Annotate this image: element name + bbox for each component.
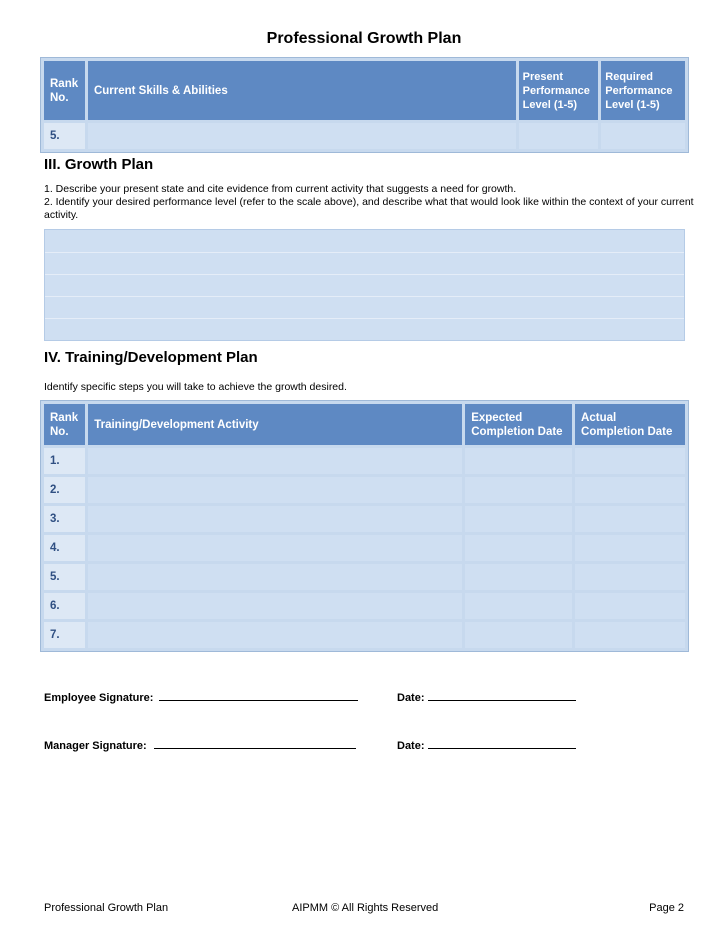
manager-signature-field[interactable] [154, 738, 356, 749]
expected-date-input-cell[interactable] [465, 506, 572, 532]
expected-date-input-cell[interactable] [465, 622, 572, 648]
manager-signature-row [44, 738, 356, 752]
response-line [45, 274, 684, 275]
activity-input-cell[interactable] [88, 506, 462, 532]
header-expected-completion: Expected Completion Date [465, 404, 572, 445]
training-table [41, 401, 688, 651]
employee-signature-row [44, 690, 358, 704]
expected-date-input-cell[interactable] [465, 535, 572, 561]
employee-date-field[interactable] [428, 690, 576, 701]
table-row [44, 564, 685, 590]
skills-table [41, 58, 688, 152]
table-row [44, 123, 685, 149]
footer-page-number: Page 2 [649, 902, 684, 914]
manager-date-row [397, 738, 576, 752]
header-rank-no: Rank No. [44, 404, 85, 445]
training-table-header-row [44, 404, 685, 445]
page-title: Professional Growth Plan [266, 30, 462, 47]
activity-input-cell[interactable] [88, 477, 462, 503]
actual-date-input-cell[interactable] [575, 506, 685, 532]
activity-input-cell[interactable] [88, 535, 462, 561]
response-line [45, 296, 684, 297]
response-line [45, 252, 684, 253]
employee-date-label: Date: [397, 692, 425, 704]
present-level-input-cell[interactable] [519, 123, 599, 149]
skills-table-header-row [44, 61, 685, 120]
employee-signature-field[interactable] [159, 690, 358, 701]
rank-cell: 6. [44, 593, 85, 619]
table-row [44, 477, 685, 503]
rank-cell: 4. [44, 535, 85, 561]
expected-date-input-cell[interactable] [465, 564, 572, 590]
rank-cell: 5. [44, 564, 85, 590]
manager-date-label: Date: [397, 740, 425, 752]
growth-plan-heading: III. Growth Plan [44, 156, 154, 173]
actual-date-input-cell[interactable] [575, 564, 685, 590]
header-required-performance: Required Performance Level (1-5) [601, 61, 685, 120]
actual-date-input-cell[interactable] [575, 593, 685, 619]
expected-date-input-cell[interactable] [465, 448, 572, 474]
rank-cell: 1. [44, 448, 85, 474]
table-row [44, 535, 685, 561]
required-level-input-cell[interactable] [601, 123, 685, 149]
table-row [44, 506, 685, 532]
table-row [44, 593, 685, 619]
rank-cell: 2. [44, 477, 85, 503]
activity-input-cell[interactable] [88, 448, 462, 474]
growth-plan-response-box[interactable] [44, 229, 685, 341]
growth-plan-instruction-1: 1. Describe your present state and cite evidence from current activity that suggests a need for growth. [44, 183, 517, 195]
header-present-performance: Present Performance Level (1-5) [519, 61, 599, 120]
manager-date-field[interactable] [428, 738, 576, 749]
response-line [45, 318, 684, 319]
header-actual-completion: Actual Completion Date [575, 404, 685, 445]
growth-plan-instruction-2: 2. Identify your desired performance level (refer to the scale above), and describe what that would look like within the context of your current activity. [44, 196, 694, 221]
footer-center: AIPMM © All Rights Reserved [292, 902, 439, 914]
expected-date-input-cell[interactable] [465, 477, 572, 503]
table-row [44, 448, 685, 474]
rank-cell: 5. [44, 123, 85, 149]
actual-date-input-cell[interactable] [575, 448, 685, 474]
training-plan-heading: IV. Training/Development Plan [44, 349, 258, 366]
expected-date-input-cell[interactable] [465, 593, 572, 619]
header-current-skills: Current Skills & Abilities [88, 61, 516, 120]
activity-input-cell[interactable] [88, 622, 462, 648]
employee-signature-label: Employee Signature: [44, 692, 154, 704]
activity-input-cell[interactable] [88, 564, 462, 590]
training-plan-instruction: Identify specific steps you will take to achieve the growth desired. [44, 381, 347, 393]
header-rank-no: Rank No. [44, 61, 85, 120]
skill-input-cell[interactable] [88, 123, 516, 149]
header-training-activity: Training/Development Activity [88, 404, 462, 445]
employee-date-row [397, 690, 576, 704]
footer-left: Professional Growth Plan [44, 902, 169, 914]
rank-cell: 7. [44, 622, 85, 648]
actual-date-input-cell[interactable] [575, 477, 685, 503]
activity-input-cell[interactable] [88, 593, 462, 619]
manager-signature-label: Manager Signature: [44, 740, 147, 752]
table-row [44, 622, 685, 648]
actual-date-input-cell[interactable] [575, 535, 685, 561]
actual-date-input-cell[interactable] [575, 622, 685, 648]
rank-cell: 3. [44, 506, 85, 532]
